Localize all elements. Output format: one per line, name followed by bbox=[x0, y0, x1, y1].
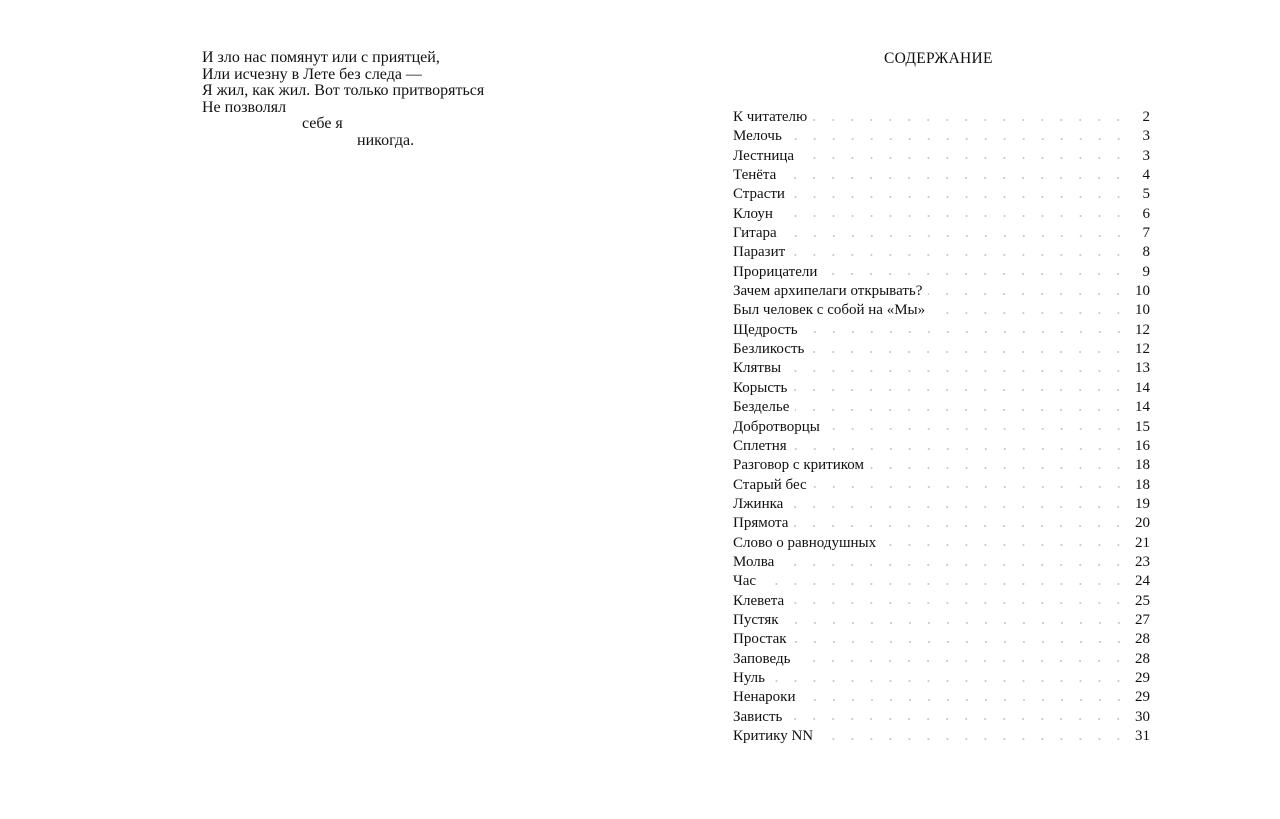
dot-leader bbox=[779, 214, 1128, 218]
toc-entry-page-number: 9 bbox=[1142, 263, 1150, 280]
toc-entry bbox=[733, 708, 1150, 727]
toc-entry-page-number: 28 bbox=[1135, 650, 1150, 667]
toc-entry-page-number: 29 bbox=[1135, 689, 1150, 706]
right-page bbox=[640, 0, 1280, 819]
toc-entry-title: Безликость bbox=[733, 341, 805, 358]
toc-entry-title: Час bbox=[733, 573, 757, 590]
dot-leader bbox=[796, 659, 1128, 663]
toc-entry bbox=[733, 553, 1150, 572]
dot-leader bbox=[802, 698, 1129, 702]
toc-entry-page-number: 8 bbox=[1142, 244, 1150, 261]
toc-entry-page-number: 16 bbox=[1135, 437, 1150, 454]
toc-entry-page-number: 20 bbox=[1135, 515, 1150, 532]
toc-entry-page-number: 7 bbox=[1142, 225, 1150, 242]
toc-entry-title: Молва bbox=[733, 553, 775, 570]
toc-entry-page-number: 2 bbox=[1142, 109, 1150, 125]
poem-line: никогда. bbox=[357, 131, 415, 149]
toc-entry-page-number: 31 bbox=[1135, 728, 1150, 744]
toc-entry-page-number: 12 bbox=[1135, 321, 1150, 338]
dot-leader bbox=[793, 388, 1128, 392]
dot-leader bbox=[789, 505, 1128, 509]
toc-entry bbox=[733, 108, 1150, 127]
table-of-contents bbox=[733, 108, 1150, 746]
toc-entry-page-number: 5 bbox=[1142, 186, 1150, 203]
toc-entry-title: Клоун bbox=[733, 205, 773, 222]
toc-entry bbox=[733, 650, 1150, 669]
toc-entry-page-number: 25 bbox=[1135, 592, 1150, 609]
dot-leader bbox=[800, 156, 1128, 160]
dot-leader bbox=[785, 621, 1128, 625]
toc-entry bbox=[733, 359, 1150, 378]
toc-entry-page-number: 3 bbox=[1142, 147, 1150, 164]
toc-entry bbox=[733, 418, 1150, 437]
toc-entry-page-number: 24 bbox=[1135, 573, 1150, 590]
dot-leader bbox=[790, 601, 1128, 605]
dot-leader bbox=[791, 195, 1128, 199]
toc-entry bbox=[733, 688, 1150, 707]
toc-entry bbox=[733, 534, 1150, 553]
toc-entry bbox=[733, 495, 1150, 514]
toc-entry-page-number: 3 bbox=[1142, 128, 1150, 145]
toc-entry-title: Мелочь bbox=[733, 128, 782, 145]
dot-leader bbox=[819, 737, 1128, 741]
dot-leader bbox=[793, 447, 1128, 451]
toc-entry-page-number: 27 bbox=[1135, 611, 1150, 628]
toc-entry bbox=[733, 456, 1150, 475]
toc-entry-page-number: 28 bbox=[1135, 631, 1150, 648]
dot-leader bbox=[783, 234, 1128, 238]
toc-entry-title: Критику NN bbox=[733, 728, 814, 744]
dot-leader bbox=[787, 369, 1128, 373]
toc-entry-title: Щедрость bbox=[733, 321, 798, 338]
poem-stanza bbox=[202, 50, 484, 149]
toc-entry-title: Тенёта bbox=[733, 167, 777, 184]
toc-entry-title: Безделье bbox=[733, 399, 790, 416]
toc-entry bbox=[733, 282, 1150, 301]
toc-entry bbox=[733, 263, 1150, 282]
toc-entry-title: Ненароки bbox=[733, 689, 796, 706]
dot-leader bbox=[931, 311, 1128, 315]
toc-entry bbox=[733, 592, 1150, 611]
toc-entry-page-number: 19 bbox=[1135, 495, 1150, 512]
toc-entry-title: Пустяк bbox=[733, 611, 779, 628]
toc-entry-title: Прорицатели bbox=[733, 263, 818, 280]
dot-leader bbox=[795, 408, 1128, 412]
poem-line: Я жил, как жил. Вот только притворяться bbox=[202, 82, 485, 99]
toc-entry bbox=[733, 669, 1150, 688]
dot-leader bbox=[780, 563, 1128, 567]
toc-entry bbox=[733, 243, 1150, 262]
dot-leader bbox=[823, 272, 1128, 276]
dot-leader bbox=[794, 524, 1128, 528]
toc-entry-title: Слово о равнодушных bbox=[733, 534, 877, 551]
toc-entry-page-number: 15 bbox=[1135, 418, 1150, 435]
toc-entry-page-number: 10 bbox=[1135, 302, 1150, 319]
toc-entry-title: Добротворцы bbox=[733, 418, 820, 435]
dot-leader bbox=[788, 717, 1128, 721]
toc-entry-page-number: 13 bbox=[1135, 360, 1150, 377]
toc-entry-title: Зависть bbox=[733, 708, 783, 725]
dot-leader bbox=[762, 582, 1128, 586]
toc-entry-title: Нуль bbox=[733, 669, 765, 686]
toc-entry-page-number: 23 bbox=[1135, 553, 1150, 570]
toc-entry-page-number: 6 bbox=[1142, 205, 1150, 222]
toc-entry bbox=[733, 224, 1150, 243]
dot-leader bbox=[788, 137, 1128, 141]
toc-entry-title: Был человек с собой на «Мы» bbox=[733, 302, 926, 319]
toc-entry-page-number: 29 bbox=[1135, 669, 1150, 686]
dot-leader bbox=[810, 350, 1128, 354]
toc-entry-page-number: 14 bbox=[1135, 399, 1150, 416]
toc-entry bbox=[733, 476, 1150, 495]
toc-entry-title: Заповедь bbox=[733, 650, 791, 667]
dot-leader bbox=[771, 679, 1128, 683]
toc-entry-title: Старый бес bbox=[733, 476, 807, 493]
toc-entry-title: Гитара bbox=[733, 225, 777, 242]
toc-entry-title: Клевета bbox=[733, 592, 785, 609]
toc-entry bbox=[733, 379, 1150, 398]
poem-line: Не позволял bbox=[202, 98, 287, 116]
toc-entry-title: К читателю bbox=[733, 109, 808, 125]
toc-entry-title: Зачем архипелаги открывать? bbox=[733, 283, 923, 300]
toc-entry bbox=[733, 205, 1150, 224]
toc-entry-page-number: 10 bbox=[1135, 283, 1150, 300]
toc-entry-page-number: 18 bbox=[1135, 457, 1150, 474]
dot-leader bbox=[791, 253, 1128, 257]
poem-line: Или исчезну в Лете без следа — bbox=[202, 65, 422, 83]
toc-entry-title: Лестница bbox=[733, 147, 795, 164]
toc-entry bbox=[733, 572, 1150, 591]
toc-entry-title: Лжинка bbox=[733, 495, 784, 512]
toc-entry bbox=[733, 727, 1150, 746]
poem-line: И зло нас помянут или с приятцей, bbox=[202, 49, 440, 66]
toc-heading: СОДЕРЖАНИЕ bbox=[884, 50, 993, 67]
toc-entry bbox=[733, 437, 1150, 456]
dot-leader bbox=[804, 330, 1128, 334]
toc-entry bbox=[733, 127, 1150, 146]
dot-leader bbox=[813, 118, 1128, 122]
toc-entry bbox=[733, 321, 1150, 340]
toc-entry bbox=[733, 398, 1150, 417]
toc-entry bbox=[733, 301, 1150, 320]
toc-entry bbox=[733, 630, 1150, 649]
poem-line: себе я bbox=[302, 115, 343, 132]
dot-leader bbox=[793, 640, 1128, 644]
toc-entry bbox=[733, 340, 1150, 359]
toc-entry-page-number: 4 bbox=[1142, 167, 1150, 184]
dot-leader bbox=[928, 292, 1128, 296]
toc-entry bbox=[733, 514, 1150, 533]
toc-entry-title: Прямота bbox=[733, 515, 789, 532]
toc-entry-page-number: 21 bbox=[1135, 534, 1150, 551]
toc-entry-page-number: 18 bbox=[1135, 476, 1150, 493]
toc-entry-title: Сплетня bbox=[733, 437, 787, 454]
toc-entry bbox=[733, 147, 1150, 166]
dot-leader bbox=[870, 466, 1128, 470]
toc-entry-title: Клятвы bbox=[733, 360, 782, 377]
toc-entry-page-number: 30 bbox=[1135, 708, 1150, 725]
dot-leader bbox=[826, 427, 1128, 431]
toc-entry bbox=[733, 166, 1150, 185]
dot-leader bbox=[813, 485, 1128, 489]
dot-leader bbox=[782, 176, 1128, 180]
toc-entry bbox=[733, 185, 1150, 204]
toc-entry-title: Паразит bbox=[733, 244, 786, 261]
toc-entry-title: Страсти bbox=[733, 186, 785, 203]
toc-entry-title: Простак bbox=[733, 631, 787, 648]
toc-entry-page-number: 14 bbox=[1135, 379, 1150, 396]
toc-entry-page-number: 12 bbox=[1135, 341, 1150, 358]
toc-entry-title: Разговор с критиком bbox=[733, 457, 864, 474]
dot-leader bbox=[882, 543, 1128, 547]
toc-entry-title: Корысть bbox=[733, 379, 788, 396]
toc-entry bbox=[733, 611, 1150, 630]
